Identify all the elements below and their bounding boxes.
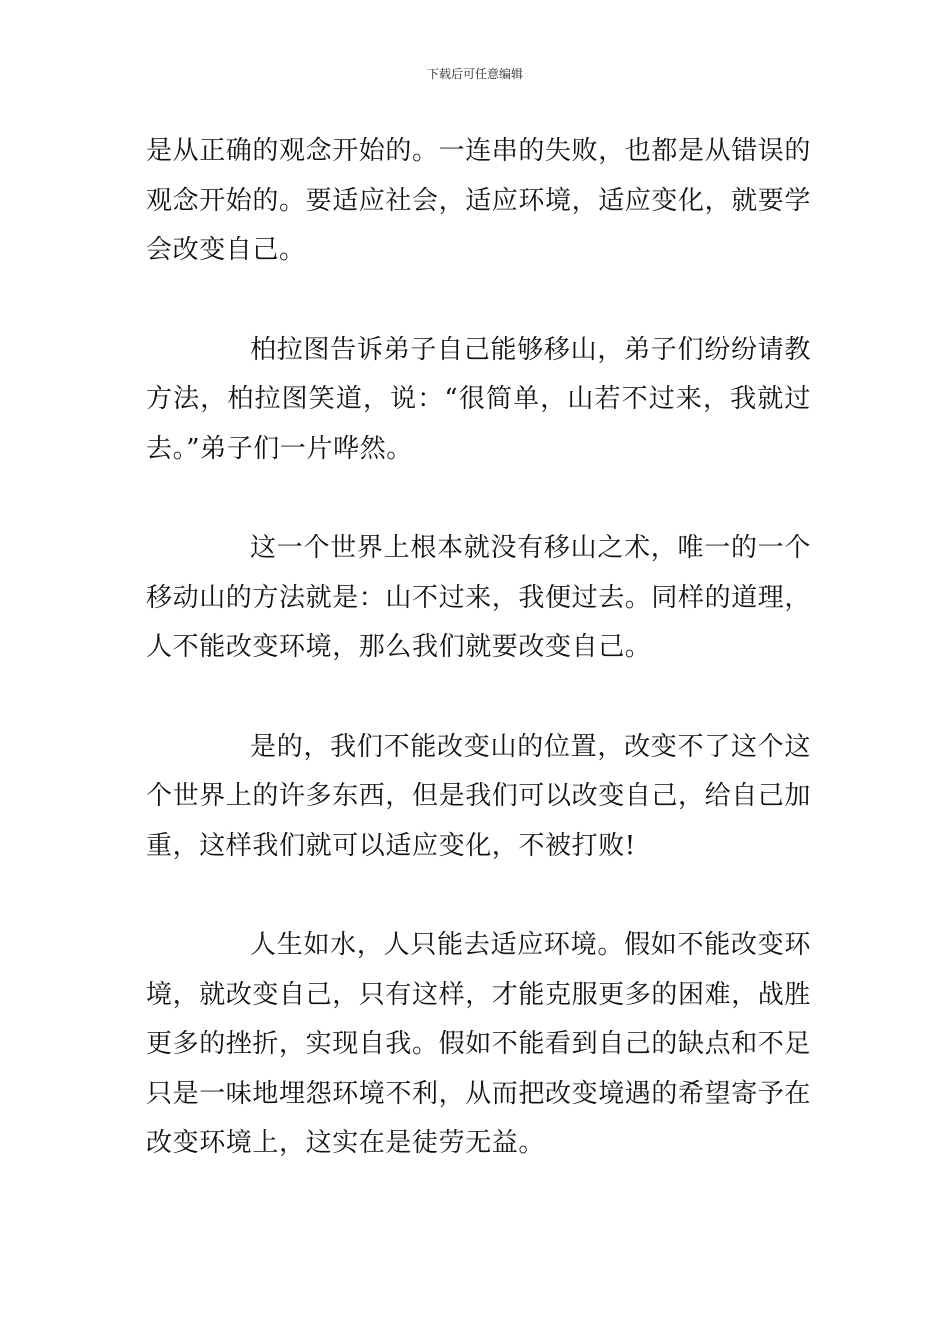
paragraph-5: 人生如水，人只能去适应环境。假如不能改变环境，就改变自己，只有这样，才能克服更多的困难，战胜更多的挫折，实现自我。假如不能看到自己的缺点和不足只是一味地埋怨环境不利，从而把改变境遇的希望寄予在改变环境上，这实在是徒劳无益。 xyxy=(146,930,812,1158)
paragraph-gap xyxy=(146,276,811,326)
paragraph-1: 是从正确的观念开始的。一连串的失败，也都是从错误的观念开始的。要适应社会，适应环境，适应变化，就要学会改变自己。 xyxy=(146,136,812,265)
page-header: 下载后可任意编辑 xyxy=(426,67,523,81)
paragraph-2: 柏拉图告诉弟子自己能够移山，弟子们纷纷请教方法，柏拉图笑道，说：“很简单，山若不过来，我就过去。”弟子们一片哗然。 xyxy=(146,334,811,464)
paragraph-4: 是的，我们不能改变山的位置，改变不了这个这个世界上的许多东西，但是我们可以改变自己，给自己加重，这样我们就可以适应变化，不被打败! xyxy=(146,731,812,861)
paragraph-gap xyxy=(146,673,811,723)
document-body xyxy=(146,127,811,1169)
paragraph-gap xyxy=(146,871,811,921)
paragraph-3: 这一个世界上根本就没有移山之术，唯一的一个移动山的方法就是：山不过来，我便过去。同样的道理，人不能改变环境，那么我们就要改变自己。 xyxy=(146,533,812,662)
paragraph-gap xyxy=(146,474,811,524)
